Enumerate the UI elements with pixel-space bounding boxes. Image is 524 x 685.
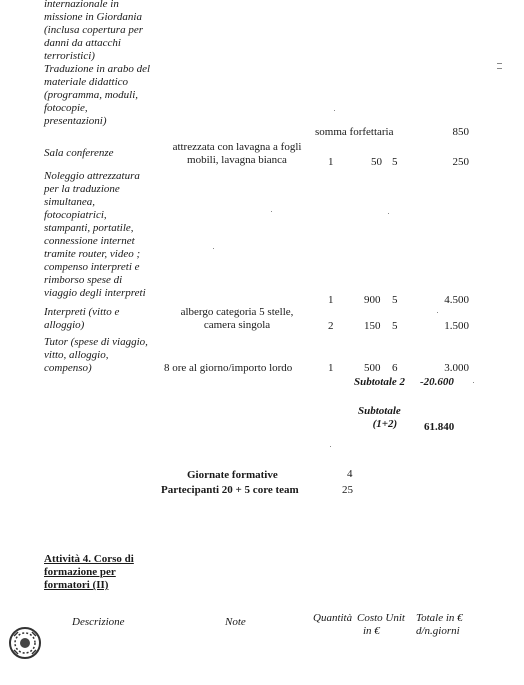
subtotal-2-label: Subtotale 2 <box>354 376 406 388</box>
note-lump-sum: somma forfettaria <box>315 126 394 138</box>
description-line: per la traduzione <box>44 183 120 195</box>
subtotal-12-label-line: Subtotale <box>358 405 401 417</box>
subtotal-2-value: -20.600 <box>420 376 454 388</box>
description-line: Noleggio attrezzatura <box>44 170 140 182</box>
activity-title-line: formazione per <box>44 566 116 578</box>
description-line: stampanti, portatile, <box>44 222 134 234</box>
note-sala <box>152 141 322 167</box>
scan-speck <box>334 110 335 111</box>
description-line: Traduzione in arabo del <box>44 63 151 75</box>
description-line: terroristici) <box>44 50 95 62</box>
description-line: presentazioni) <box>44 115 107 127</box>
training-days-value: 4 <box>347 468 353 480</box>
days-noleggio: 5 <box>392 294 398 306</box>
qty-noleggio: 1 <box>328 294 334 306</box>
header-unit-cost <box>357 612 405 638</box>
days-sala: 5 <box>392 156 398 168</box>
header-total-line: d/n.giorni <box>416 625 460 637</box>
description-line: missione in Giordania <box>44 11 142 23</box>
scan-speck <box>388 213 389 214</box>
qty-tutor: 1 <box>328 362 334 374</box>
note-line: attrezzata con lavagna a fogli <box>172 141 302 153</box>
scan-speck <box>497 68 502 69</box>
subtotal-12-label-line: (1+2) <box>372 418 398 430</box>
description-sala: Sala conferenze <box>44 147 114 159</box>
subtotal-2-amount: 20.600 <box>423 376 454 388</box>
header-unit-cost-line: in € <box>363 625 380 637</box>
header-quantity: Quantità <box>313 612 353 624</box>
activity-title-line: formatori (II) <box>44 579 109 591</box>
description-line: vitto, alloggio, <box>44 349 109 361</box>
description-line: (inclusa copertura per <box>44 24 143 36</box>
description-line: fotocopiatrici, <box>44 209 107 221</box>
qty-sala: 1 <box>328 156 334 168</box>
header-total <box>416 612 463 638</box>
header-note: Note <box>225 616 246 628</box>
note-line: camera singola <box>203 319 271 331</box>
qty-interpreti: 2 <box>328 320 334 332</box>
description-line: compenso interpreti e <box>44 261 140 273</box>
participants-value: 25 <box>342 484 353 496</box>
header-description: Descrizione <box>72 616 125 628</box>
activity-4-title <box>44 553 134 592</box>
unit-noleggio: 900 <box>364 294 381 306</box>
total-interpreti: 1.500 <box>444 320 469 332</box>
subtotal-12-label <box>358 405 401 431</box>
total-sala: 250 <box>452 156 469 168</box>
note-interpreti <box>152 306 322 332</box>
description-tutor <box>44 336 174 375</box>
scan-speck <box>330 446 331 447</box>
description-line: materiale didattico <box>44 76 129 88</box>
days-tutor: 6 <box>392 362 398 374</box>
header-unit-cost-line: Costo Unit <box>357 612 405 624</box>
description-line: internazionale in <box>44 0 119 10</box>
scan-speck <box>497 63 502 64</box>
scan-speck <box>213 248 214 249</box>
seal-stamp <box>8 626 42 660</box>
description-line: simultanea, <box>44 196 96 208</box>
description-line: Tutor (spese di viaggio, <box>44 336 148 348</box>
total-translation: 850 <box>452 126 469 138</box>
total-tutor: 3.000 <box>444 362 469 374</box>
description-line: fotocopie, <box>44 102 88 114</box>
scan-speck <box>473 382 474 383</box>
description-noleggio <box>44 170 174 300</box>
description-line: connessione internet <box>44 235 135 247</box>
scan-speck <box>271 211 272 212</box>
description-block-1 <box>44 0 174 128</box>
participants-label: Partecipanti 20 + 5 core team <box>161 484 299 496</box>
subtotal-12-value: 61.840 <box>424 421 455 433</box>
unit-interpreti: 150 <box>364 320 381 332</box>
header-total-line: Totale in € <box>416 612 463 624</box>
note-line: albergo categoria 5 stelle, <box>180 306 294 318</box>
training-days-label: Giornate formative <box>187 469 278 481</box>
days-interpreti: 5 <box>392 320 398 332</box>
unit-sala: 50 <box>371 156 382 168</box>
description-line: rimborso spese di <box>44 274 123 286</box>
total-noleggio: 4.500 <box>444 294 469 306</box>
description-line: tramite router, video ; <box>44 248 141 260</box>
activity-title-line: Attività 4. Corso di <box>44 553 134 565</box>
note-line: mobili, lavagna bianca <box>187 154 287 166</box>
unit-tutor: 500 <box>364 362 381 374</box>
description-line: viaggio degli interpreti <box>44 287 146 299</box>
scan-speck <box>437 312 438 313</box>
note-tutor: 8 ore al giorno/importo lordo <box>164 362 293 374</box>
description-line: danni da attacchi <box>44 37 121 49</box>
description-line: compenso) <box>44 362 92 374</box>
description-line: Interpreti (vitto e <box>44 306 120 318</box>
description-line: alloggio) <box>44 319 85 331</box>
description-line: (programma, moduli, <box>44 89 139 101</box>
